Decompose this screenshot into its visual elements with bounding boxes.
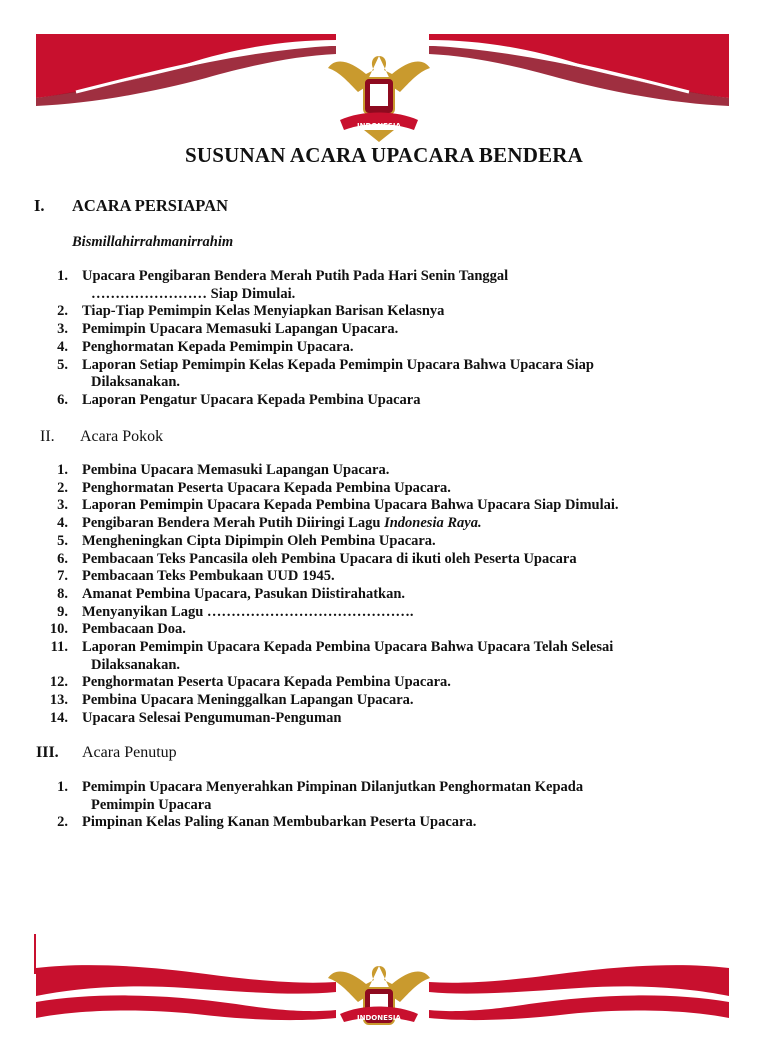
list-item: 7. Pembacaan Teks Pembukaan UUD 1945. xyxy=(57,568,335,585)
garuda-pancasila-emblem-icon xyxy=(326,48,432,144)
list-item: 2. Pimpinan Kelas Paling Kanan Membubarkan Peserta Upacara. xyxy=(57,814,477,831)
list-item: 1. Pemimpin Upacara Menyerahkan Pimpinan Dilanjutkan Penghormatan Kepada Pemimpin Upacara xyxy=(57,779,584,813)
list-item: 5. Laporan Setiap Pemimpin Kelas Kepada Pemimpin Upacara Bahwa Upacara Siap Dilaksanakan. xyxy=(57,356,594,391)
list-item: 8. Amanat Pembina Upacara, Pasukan Diistirahatkan. xyxy=(57,585,406,602)
document-title: SUSUNAN ACARA UPACARA BENDERA xyxy=(184,143,584,167)
list-item: 3. Pemimpin Upacara Memasuki Lapangan Upacara. xyxy=(57,321,399,338)
agenda-list-persiapan xyxy=(0,268,732,410)
section-heading-label: Acara Penutup xyxy=(82,744,177,761)
list-item: 2. Penghormatan Peserta Upacara Kepada Pembina Upacara. xyxy=(57,479,451,496)
list-item: 9. Menyanyikan Lagu ……………………………………. xyxy=(57,603,414,620)
list-item: 12. Penghormatan Peserta Upacara Kepada Pembina Upacara. xyxy=(49,674,451,691)
list-item: 3. Laporan Pemimpin Upacara Kepada Pembina Upacara Bahwa Upacara Siap Dimulai. xyxy=(57,497,619,514)
section-numeral: III. xyxy=(36,744,59,761)
section-heading-label: ACARA PERSIAPAN xyxy=(72,196,228,215)
list-item: 1. Pembina Upacara Memasuki Lapangan Upacara. xyxy=(57,462,390,478)
garuda-pancasila-emblem-icon xyxy=(326,958,432,1054)
agenda-list-penutup xyxy=(0,779,732,832)
opening-prayer: Bismillahirrahmanirrahim xyxy=(72,234,234,250)
svg-text:INDONESIA: INDONESIA xyxy=(357,1014,401,1022)
section-numeral: II. xyxy=(40,428,55,445)
list-item: 10. Pembacaan Doa. xyxy=(49,621,186,638)
list-item: 11. Laporan Pemimpin Upacara Kepada Pembina Upacara Bahwa Upacara Telah Selesai Dilaksanakan. xyxy=(50,639,614,673)
section-numeral: I. xyxy=(34,196,45,215)
list-item: 2. Tiap-Tiap Pemimpin Kelas Menyiapkan Barisan Kelasnya xyxy=(57,303,445,320)
list-item: 1. Upacara Pengibaran Bendera Merah Putih Pada Hari Senin Tanggal …………………… Siap Dimulai. xyxy=(57,268,509,302)
list-item: 13. Pembina Upacara Meninggalkan Lapangan Upacara. xyxy=(49,692,414,709)
svg-text:INDONESIA: INDONESIA xyxy=(357,122,401,130)
agenda-list-pokok xyxy=(0,462,732,728)
list-item: 5. Mengheningkan Cipta Dipimpin Oleh Pembina Upacara. xyxy=(57,532,436,549)
list-item: 6. Laporan Pengatur Upacara Kepada Pembina Upacara xyxy=(57,391,421,408)
list-item: 14. Upacara Selesai Pengumuman-Penguman xyxy=(49,709,342,726)
list-item: 4. Penghormatan Kepada Pemimpin Upacara. xyxy=(57,338,354,355)
list-item: 4. Pengibaran Bendera Merah Putih Diiringi Lagu Indonesia Raya. xyxy=(57,515,482,532)
list-item: 6. Pembacaan Teks Pancasila oleh Pembina Upacara di ikuti oleh Peserta Upacara xyxy=(57,550,577,567)
song-title: Indonesia Raya. xyxy=(384,515,482,532)
section-heading-label: Acara Pokok xyxy=(80,428,164,445)
